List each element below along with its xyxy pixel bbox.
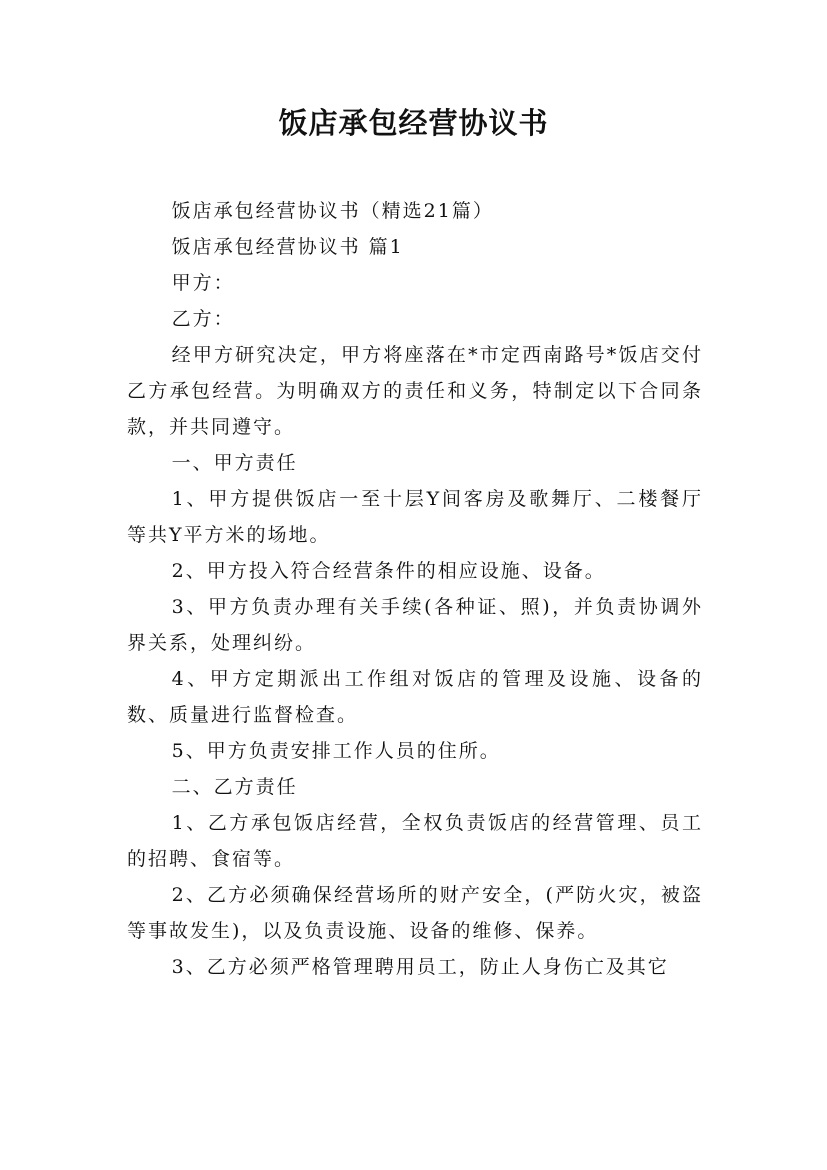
paragraph-b-clause-3: 3、乙方必须严格管理聘用员工，防止人身伤亡及其它 [171,956,669,978]
paragraph-a-clause-2: 2、甲方投入符合经营条件的相应设施、设备。 [171,560,606,582]
paragraph-heading-party-b-duties: 二、乙方责任 [171,776,298,798]
paragraph-a-clause-1: 1、甲方提供饭店一至十层Y间客房及歌舞厅、二楼餐厅等共Y平方米的场地。 [127,488,703,546]
paragraph-party-b: 乙方： [171,308,235,330]
paragraph-b-clause-1: 1、乙方承包饭店经营，全权负责饭店的经营管理、员工的招聘、食宿等。 [127,812,703,870]
paragraph-a-clause-5: 5、甲方负责安排工作人员的住所。 [171,740,501,762]
document-title: 饭店承包经营协议书 [278,106,549,140]
paragraph-section-heading: 饭店承包经营协议书 篇1 [171,236,404,258]
paragraph-heading-party-a-duties: 一、甲方责任 [171,452,298,474]
paragraph-intro: 经甲方研究决定，甲方将座落在*市定西南路号*饭店交付乙方承包经营。为明确双方的责任和义务，特制定以下合同条款，并共同遵守。 [127,344,703,438]
paragraph-party-a: 甲方： [171,272,235,294]
paragraph-b-clause-2: 2、乙方必须确保经营场所的财产安全，(严防火灾，被盗等事故发生)，以及负责设施、设备的维修、保养。 [127,884,703,942]
paragraph-a-clause-3: 3、甲方负责办理有关手续(各种证、照)，并负责协调外界关系，处理纠纷。 [127,596,703,654]
paragraph-a-clause-4: 4、甲方定期派出工作组对饭店的管理及设施、设备的数、质量进行监督检查。 [127,668,703,726]
document-body [127,193,703,985]
paragraph-subtitle: 饭店承包经营协议书（精选21篇） [171,200,494,222]
